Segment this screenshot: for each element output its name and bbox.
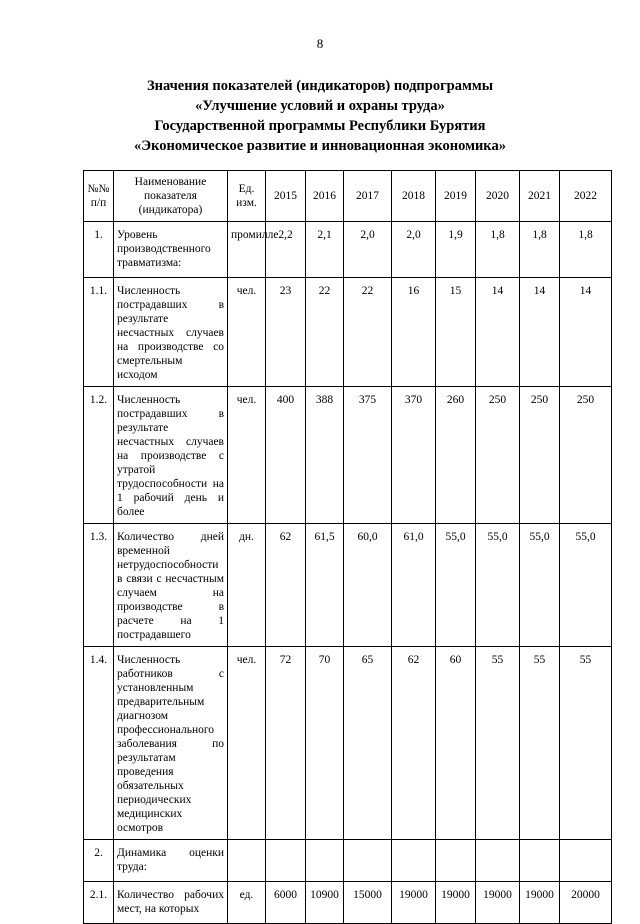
header-year: 2022	[560, 171, 612, 222]
value-cell: 55,0	[476, 524, 520, 647]
value-cell: 61,0	[392, 524, 436, 647]
value-cell	[560, 840, 612, 882]
row-number: 2.	[84, 840, 114, 882]
value-cell: 250	[560, 387, 612, 524]
value-cell: 55	[476, 647, 520, 840]
table-header-row	[84, 171, 612, 222]
value-cell: 1,9	[436, 222, 476, 278]
value-cell: 400	[266, 387, 306, 524]
value-cell	[344, 840, 392, 882]
indicators-table	[83, 170, 612, 924]
value-cell: 19000	[392, 882, 436, 924]
indicator-name: Уровень производственного травматизма:	[114, 222, 228, 278]
table-row	[84, 840, 612, 882]
value-cell	[520, 840, 560, 882]
value-cell: 55,0	[560, 524, 612, 647]
value-cell: 19000	[476, 882, 520, 924]
title-line: «Улучшение условий и охраны труда»	[195, 98, 445, 114]
value-cell: 65	[344, 647, 392, 840]
value-cell: 60	[436, 647, 476, 840]
unit-cell: чел.	[228, 387, 266, 524]
value-cell: 1,8	[560, 222, 612, 278]
value-cell: 2,0	[344, 222, 392, 278]
value-cell: 388	[306, 387, 344, 524]
value-cell: 14	[560, 278, 612, 387]
value-cell: 1,8	[520, 222, 560, 278]
header-year: 2016	[306, 171, 344, 222]
unit-cell: промилле	[228, 222, 266, 278]
value-cell: 15	[436, 278, 476, 387]
indicator-name: Численность работников с установленным предварительным диагнозом профессионального заболевания по результатам проведения обязательных периодических медицинских осмотров	[114, 647, 228, 840]
header-year: 2015	[266, 171, 306, 222]
value-cell: 1,8	[476, 222, 520, 278]
value-cell: 375	[344, 387, 392, 524]
unit-cell	[228, 840, 266, 882]
page-number: 8	[316, 36, 324, 51]
title-line: Значения показателей (индикаторов) подпрограммы	[146, 78, 494, 94]
header-num: №№ п/п	[84, 171, 114, 222]
value-cell: 14	[476, 278, 520, 387]
unit-cell: чел.	[228, 647, 266, 840]
table-row	[84, 278, 612, 387]
value-cell: 10900	[306, 882, 344, 924]
table-row	[84, 882, 612, 924]
value-cell: 55	[520, 647, 560, 840]
table-row	[84, 524, 612, 647]
value-cell: 62	[266, 524, 306, 647]
header-unit: Ед. изм.	[228, 171, 266, 222]
value-cell	[476, 840, 520, 882]
row-number: 1.2.	[84, 387, 114, 524]
value-cell: 23	[266, 278, 306, 387]
row-number: 1.1.	[84, 278, 114, 387]
value-cell: 250	[476, 387, 520, 524]
header-year: 2021	[520, 171, 560, 222]
row-number: 1.4.	[84, 647, 114, 840]
indicator-name: Численность пострадавших в результате несчастных случаев на производстве со смертельным исходом	[114, 278, 228, 387]
row-number: 2.1.	[84, 882, 114, 924]
value-cell: 260	[436, 387, 476, 524]
value-cell: 70	[306, 647, 344, 840]
header-year: 2018	[392, 171, 436, 222]
row-number: 1.	[84, 222, 114, 278]
value-cell: 2,0	[392, 222, 436, 278]
value-cell: 22	[306, 278, 344, 387]
value-cell: 60,0	[344, 524, 392, 647]
value-cell: 55,0	[436, 524, 476, 647]
header-year: 2019	[436, 171, 476, 222]
value-cell: 55	[560, 647, 612, 840]
value-cell: 370	[392, 387, 436, 524]
value-cell: 19000	[436, 882, 476, 924]
value-cell: 62	[392, 647, 436, 840]
value-cell	[392, 840, 436, 882]
table-row	[84, 222, 612, 278]
table-row	[84, 647, 612, 840]
unit-cell: дн.	[228, 524, 266, 647]
value-cell: 61,5	[306, 524, 344, 647]
value-cell: 19000	[520, 882, 560, 924]
value-cell: 55,0	[520, 524, 560, 647]
unit-cell: ед.	[228, 882, 266, 924]
title-line: «Экономическое развитие и инновационная экономика»	[134, 138, 506, 154]
value-cell: 22	[344, 278, 392, 387]
table-row	[84, 387, 612, 524]
header-year: 2020	[476, 171, 520, 222]
value-cell: 14	[520, 278, 560, 387]
value-cell: 250	[520, 387, 560, 524]
value-cell	[436, 840, 476, 882]
value-cell: 72	[266, 647, 306, 840]
indicator-name: Динамика оценки труда:	[114, 840, 228, 882]
header-year: 2017	[344, 171, 392, 222]
header-name: Наименование показателя (индикатора)	[114, 171, 228, 222]
unit-cell: чел.	[228, 278, 266, 387]
indicator-name: Количество рабочих мест, на которых	[114, 882, 228, 924]
value-cell	[266, 840, 306, 882]
row-number: 1.3.	[84, 524, 114, 647]
indicator-name: Количество дней временной нетрудоспособности в связи с несчастным случаем на производстве в расчете на 1 пострадавшего	[114, 524, 228, 647]
value-cell: 16	[392, 278, 436, 387]
title-line: Государственной программы Республики Бурятия	[154, 118, 486, 134]
value-cell: 15000	[344, 882, 392, 924]
document-title	[0, 76, 640, 156]
value-cell: 20000	[560, 882, 612, 924]
value-cell: 2,1	[306, 222, 344, 278]
value-cell: 2,2	[266, 222, 306, 278]
value-cell	[306, 840, 344, 882]
indicator-name: Численность пострадавших в результате несчастных случаев на производстве с утратой трудоспособности на 1 рабочий день и более	[114, 387, 228, 524]
value-cell: 6000	[266, 882, 306, 924]
